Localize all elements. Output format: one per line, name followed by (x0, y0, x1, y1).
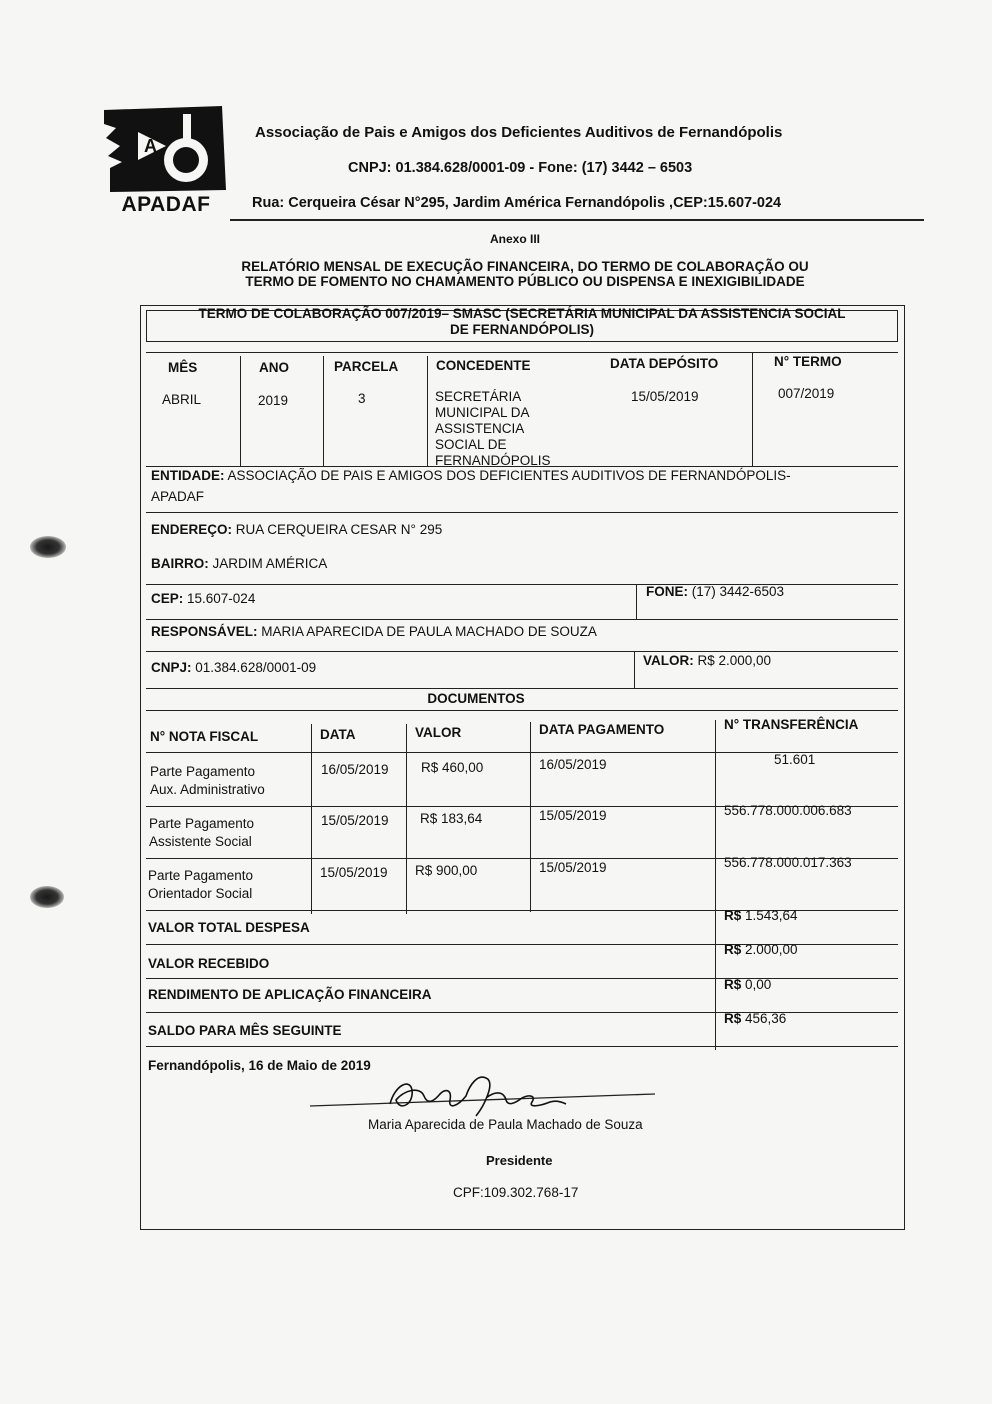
row-data-pagamento: 16/05/2019 (539, 757, 607, 772)
total-despesa-amount: 1.543,64 (741, 908, 798, 923)
term-header-line1: TERMO DE COLABORAÇÃO 007/2019– SMASC (SECRETÁRIA MUNICIPAL DA ASSISTENCIA SOCIAL (198, 306, 846, 321)
org-address: Rua: Cerqueira César N°295, Jardim América Fernandópolis ,CEP:15.607-024 (252, 195, 782, 211)
cnpj (151, 660, 316, 676)
documents-title: DOCUMENTOS (427, 691, 525, 706)
rule (146, 619, 898, 620)
rule (146, 584, 898, 585)
entidade-line1 (151, 468, 901, 484)
endereco-value: RUA CERQUEIRA CESAR N° 295 (232, 522, 443, 537)
cep-label: CEP: (151, 591, 184, 606)
responsavel-label: RESPONSÁVEL: (151, 624, 258, 639)
saldo-label: SALDO PARA MÊS SEGUINTE (148, 1023, 342, 1038)
header-data-deposito: DATA DEPÓSITO (610, 356, 719, 371)
row-data: 15/05/2019 (321, 813, 389, 828)
concedente-line: SOCIAL DE (435, 437, 507, 452)
valor-value: R$ 2.000,00 (693, 653, 772, 668)
valor-recebido-label: VALOR RECEBIDO (148, 956, 270, 971)
annex-label: Anexo III (490, 232, 541, 246)
logo-text: APADAF (121, 193, 211, 216)
info-col-divider (323, 356, 324, 466)
row-nota-line: Orientador Social (148, 886, 253, 901)
cep-value: 15.607-024 (183, 591, 256, 606)
doc-col-divider (530, 722, 531, 912)
endereco-label: ENDEREÇO: (151, 522, 233, 537)
punch-hole-mark (30, 536, 66, 558)
rule (146, 1046, 898, 1047)
row-data: 16/05/2019 (321, 762, 389, 777)
info-col-divider (427, 356, 428, 466)
rendimento-amount: 0,00 (741, 977, 772, 992)
valor-recebido-amount: 2.000,00 (741, 942, 798, 957)
rule (146, 688, 898, 689)
table-row (148, 868, 253, 902)
handwritten-signature (300, 1060, 660, 1120)
header-transferencia: N° TRANSFERÊNCIA (724, 717, 859, 732)
signer-name: Maria Aparecida de Paula Machado de Souza (368, 1117, 643, 1132)
report-title-line2: TERMO DE FOMENTO NO CHAMAMENTO PÚBLICO OU DISPENSA E INEXIGIBILIDADE (245, 274, 805, 289)
rule (146, 710, 898, 711)
row-transferencia: 556.778.000.017.363 (724, 855, 852, 870)
bairro (151, 556, 327, 572)
place-date: Fernandópolis, 16 de Maio de 2019 (148, 1058, 371, 1073)
cnpj-label: CNPJ: (151, 660, 192, 675)
apadaf-logo (104, 106, 226, 192)
valor (643, 653, 771, 669)
col-divider (636, 585, 637, 619)
fone-label: FONE: (646, 584, 688, 599)
header-nota-fiscal: N° NOTA FISCAL (150, 729, 259, 744)
valor-recebido-value (724, 942, 798, 958)
concedente-line: MUNICIPAL DA (435, 405, 530, 420)
entidade-value: ASSOCIAÇÃO DE PAIS E AMIGOS DOS DEFICIENTES AUDITIVOS DE FERNANDÓPOLIS- (224, 468, 791, 483)
header-ano: ANO (259, 360, 289, 375)
row-data-pagamento: 15/05/2019 (539, 808, 607, 823)
header-data: DATA (320, 727, 356, 742)
header-mes: MÊS (168, 360, 198, 375)
row-nota-line: Parte Pagamento (148, 868, 254, 883)
responsavel-value: MARIA APARECIDA DE PAULA MACHADO DE SOUZA (257, 624, 597, 639)
valor-recebido-currency: R$ (724, 942, 742, 957)
report-title-line1: RELATÓRIO MENSAL DE EXECUÇÃO FINANCEIRA, DO TERMO DE COLABORAÇÃO OU (241, 259, 809, 274)
saldo-currency: R$ (724, 1011, 742, 1026)
punch-hole-mark (30, 886, 64, 908)
header-valor: VALOR (415, 725, 462, 740)
bairro-label: BAIRRO: (151, 556, 209, 571)
row-data: 15/05/2019 (320, 865, 388, 880)
table-row (149, 816, 254, 850)
header-n-termo: N° TERMO (774, 354, 842, 369)
fone (646, 584, 784, 600)
letterhead-rule (230, 219, 924, 221)
row-data-pagamento: 15/05/2019 (539, 860, 607, 875)
endereco (151, 522, 442, 538)
concedente-line: FERNANDÓPOLIS (435, 453, 551, 468)
org-name: Associação de Pais e Amigos dos Deficientes Auditivos de Fernandópolis (255, 124, 783, 141)
saldo-amount: 456,36 (741, 1011, 787, 1026)
svg-text:A: A (144, 136, 157, 156)
doc-col-divider (715, 720, 716, 1050)
row-valor: R$ 460,00 (421, 760, 484, 775)
row-nota-line: Aux. Administrativo (150, 782, 265, 797)
header-parcela: PARCELA (334, 359, 399, 374)
concedente-line: ASSISTENCIA (435, 421, 525, 436)
org-cnpj-phone: CNPJ: 01.384.628/0001-09 - Fone: (17) 3442 – 6503 (348, 160, 693, 176)
info-col-divider (752, 353, 753, 466)
value-data-deposito: 15/05/2019 (631, 389, 699, 404)
cep (151, 591, 255, 607)
row-valor: R$ 900,00 (415, 863, 478, 878)
signer-role: Presidente (486, 1153, 553, 1168)
cnpj-value: 01.384.628/0001-09 (191, 660, 317, 675)
rule (146, 978, 898, 979)
row-transferencia: 556.778.000.006.683 (724, 803, 852, 818)
header-data-pagamento: DATA PAGAMENTO (539, 722, 665, 737)
value-parcela: 3 (358, 391, 366, 406)
row-nota-line: Assistente Social (149, 834, 252, 849)
saldo-value (724, 1011, 786, 1027)
value-n-termo: 007/2019 (778, 386, 835, 401)
info-col-divider (240, 356, 241, 466)
table-row (150, 764, 265, 798)
header-concedente: CONCEDENTE (436, 358, 531, 373)
row-valor: R$ 183,64 (420, 811, 483, 826)
value-concedente (435, 389, 551, 469)
rule (146, 651, 898, 652)
entidade-label: ENTIDADE: (151, 468, 225, 483)
bairro-value: JARDIM AMÉRICA (208, 556, 328, 571)
total-despesa-currency: R$ (724, 908, 742, 923)
entidade-line2: APADAF (151, 489, 205, 504)
rendimento-label: RENDIMENTO DE APLICAÇÃO FINANCEIRA (148, 987, 432, 1002)
rule (146, 512, 898, 513)
fone-value: (17) 3442-6503 (688, 584, 785, 599)
rendimento-value (724, 977, 771, 993)
signer-cpf: CPF:109.302.768-17 (453, 1185, 579, 1200)
value-mes: ABRIL (162, 392, 202, 407)
total-despesa-value (724, 908, 798, 924)
row-nota-line: Parte Pagamento (149, 816, 255, 831)
total-despesa-label: VALOR TOTAL DESPESA (148, 920, 310, 935)
term-header-line2: DE FERNANDÓPOLIS) (449, 322, 594, 337)
col-divider (634, 652, 635, 688)
valor-label: VALOR: (643, 653, 694, 668)
row-nota-line: Parte Pagamento (150, 764, 256, 779)
responsavel (151, 624, 597, 640)
concedente-line: SECRETÁRIA (435, 389, 522, 404)
row-transferencia: 51.601 (774, 752, 816, 767)
rendimento-currency: R$ (724, 977, 742, 992)
value-ano: 2019 (258, 393, 289, 408)
